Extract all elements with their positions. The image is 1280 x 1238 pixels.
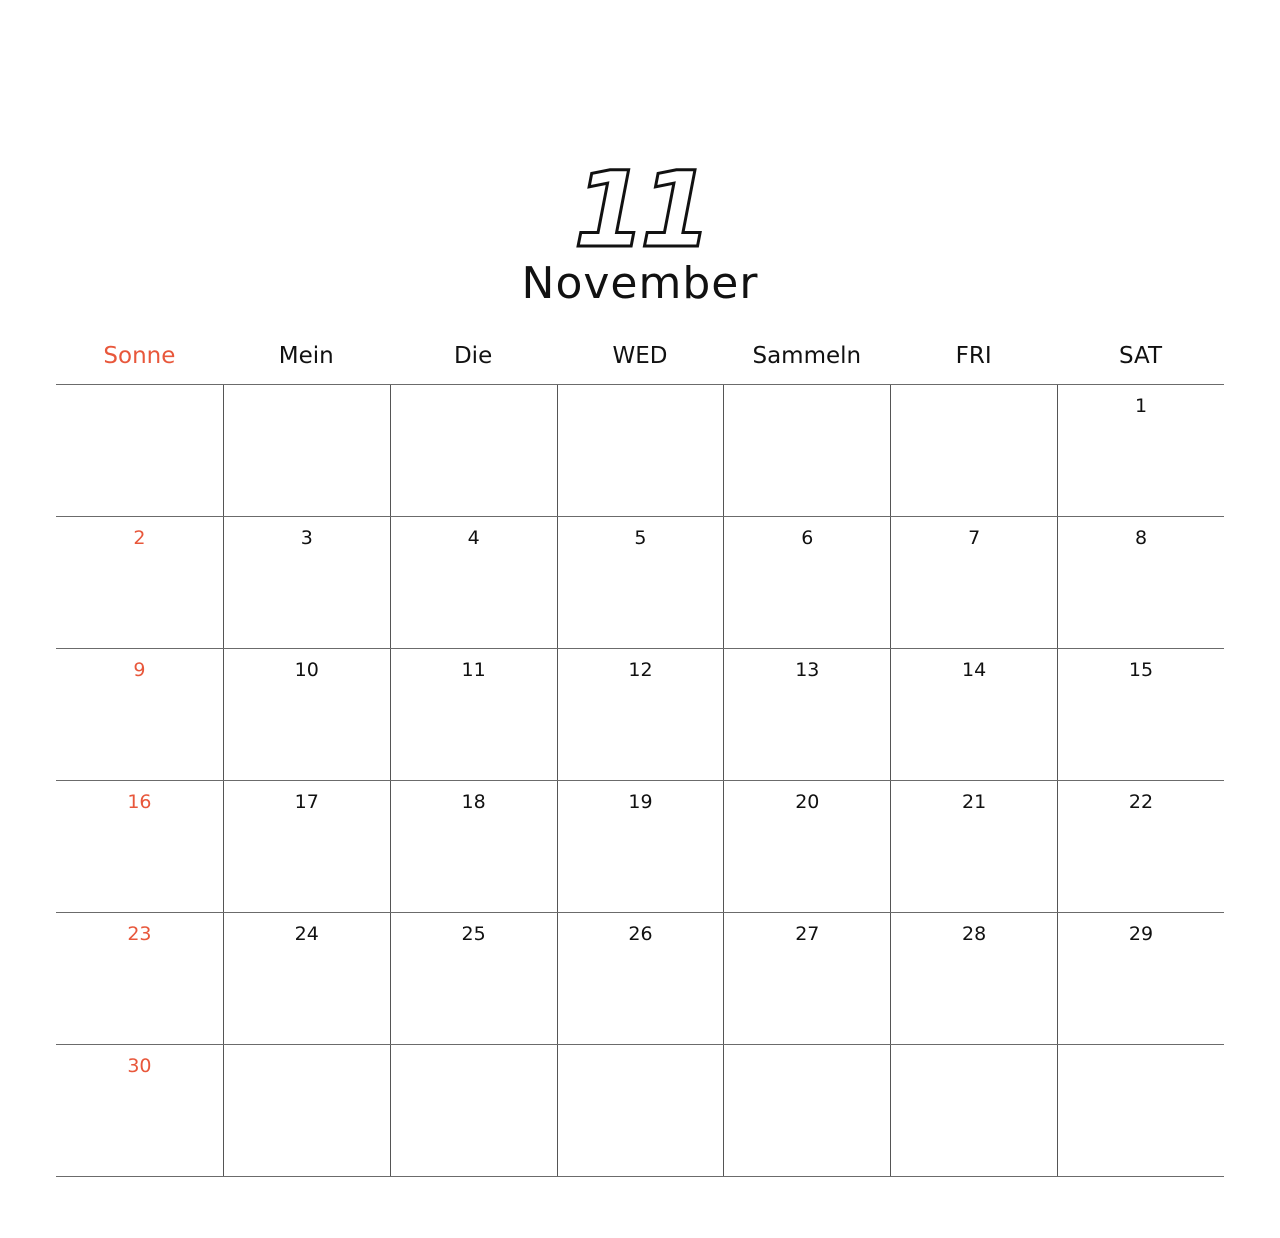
day-cell: 4 — [390, 517, 557, 648]
day-cell — [390, 385, 557, 516]
month-name: November — [521, 258, 759, 309]
day-cell: 19 — [557, 781, 724, 912]
day-cell — [723, 1045, 890, 1176]
day-cell: 11 — [390, 649, 557, 780]
day-cell: 12 — [557, 649, 724, 780]
day-cell: 9 — [133, 659, 146, 681]
day-cell: 16 — [127, 791, 152, 813]
day-cell: 29 — [1057, 913, 1224, 1044]
week-row-6 — [56, 1045, 1224, 1177]
week-row-2 — [56, 517, 1224, 649]
day-cell: 3 — [223, 517, 390, 648]
day-cell — [56, 385, 223, 516]
weekday-thursday: Sammeln — [752, 343, 862, 369]
weekday-monday: Mein — [278, 343, 334, 369]
month-number-graphic — [540, 150, 740, 260]
day-cell — [890, 1045, 1057, 1176]
day-cell: 30 — [127, 1055, 152, 1077]
day-cell — [723, 385, 890, 516]
month-number-text: 11 — [573, 150, 707, 260]
day-cell — [557, 1045, 724, 1176]
week-row-3 — [56, 649, 1224, 781]
calendar-grid — [56, 384, 1224, 1177]
day-cell: 18 — [390, 781, 557, 912]
day-cell: 2 — [133, 527, 146, 549]
day-cell: 8 — [1057, 517, 1224, 648]
weekday-friday: FRI — [955, 343, 992, 369]
weekday-saturday: SAT — [1118, 343, 1162, 369]
weekday-header-row — [56, 338, 1224, 378]
day-cell: 5 — [557, 517, 724, 648]
day-cell: 7 — [890, 517, 1057, 648]
day-cell — [1057, 1045, 1224, 1176]
day-cell: 14 — [890, 649, 1057, 780]
day-cell: 22 — [1057, 781, 1224, 912]
weekday-tuesday: Die — [453, 343, 493, 369]
day-cell: 24 — [223, 913, 390, 1044]
week-row-4 — [56, 781, 1224, 913]
day-cell: 20 — [723, 781, 890, 912]
day-cell: 21 — [890, 781, 1057, 912]
week-row-1 — [56, 385, 1224, 517]
day-cell: 26 — [557, 913, 724, 1044]
day-cell: 15 — [1057, 649, 1224, 780]
day-cell — [223, 1045, 390, 1176]
day-cell: 27 — [723, 913, 890, 1044]
day-cell — [223, 385, 390, 516]
weekday-wednesday: WED — [612, 343, 668, 369]
day-cell: 17 — [223, 781, 390, 912]
weekday-sunday: Sonne — [103, 343, 176, 369]
day-cell: 23 — [127, 923, 152, 945]
day-cell: 13 — [723, 649, 890, 780]
day-cell — [557, 385, 724, 516]
month-number — [0, 150, 1280, 260]
day-cell — [390, 1045, 557, 1176]
day-cell: 10 — [223, 649, 390, 780]
day-cell — [890, 385, 1057, 516]
day-cell: 28 — [890, 913, 1057, 1044]
day-cell: 1 — [1057, 385, 1224, 516]
week-row-5 — [56, 913, 1224, 1045]
day-cell: 25 — [390, 913, 557, 1044]
day-cell: 6 — [723, 517, 890, 648]
